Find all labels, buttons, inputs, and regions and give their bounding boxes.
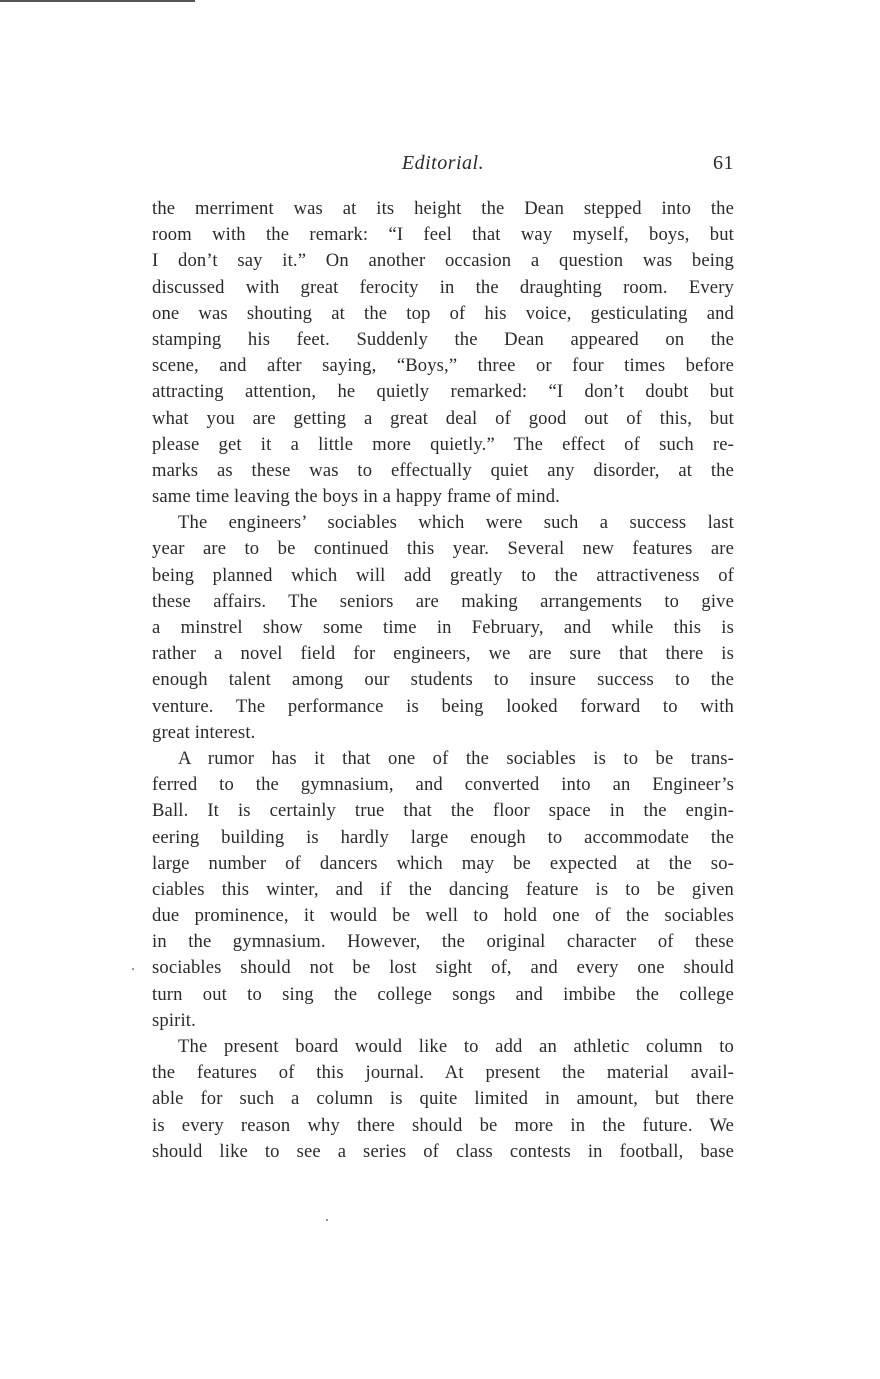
text-line: enough talent among our students to insure success to the xyxy=(152,669,734,691)
text-line: sociables should not be lost sight of, and every one should xyxy=(152,957,734,979)
text-line: year are to be continued this year. Several new features are xyxy=(152,538,734,560)
text-line: in the gymnasium. However, the original character of these xyxy=(152,931,734,953)
paragraph-dean-anecdote xyxy=(152,196,734,510)
running-title: Editorial. xyxy=(401,152,485,174)
text-line: should like to see a series of class contests in football, base xyxy=(152,1140,734,1162)
text-line: able for such a column is quite limited in amount, but there xyxy=(152,1088,734,1110)
text-line: The present board would like to add an athletic column to xyxy=(178,1036,734,1057)
body-text xyxy=(152,196,734,1165)
paper-speck xyxy=(326,1219,328,1221)
text-line: attracting attention, he quietly remarked: “I don’t doubt but xyxy=(152,381,734,403)
text-line: being planned which will add greatly to the attractiveness of xyxy=(152,564,734,586)
text-line: please get it a little more quietly.” The effect of such re- xyxy=(152,433,734,455)
text-line: ferred to the gymnasium, and converted into an Engineer’s xyxy=(152,774,734,796)
text-line: great interest. xyxy=(152,721,256,743)
text-line: large number of dancers which may be expected at the so- xyxy=(152,852,734,874)
text-line: venture. The performance is being looked forward to with xyxy=(152,695,734,717)
text-line: A rumor has it that one of the sociables is to be trans- xyxy=(178,747,734,769)
text-line: marks as these was to effectually quiet any disorder, at the xyxy=(152,459,734,481)
text-line: same time leaving the boys in a happy frame of mind. xyxy=(152,486,560,508)
page-number: 61 xyxy=(713,152,734,174)
text-line: the features of this journal. At present the material avail- xyxy=(152,1062,734,1084)
text-line: eering building is hardly large enough to accommodate the xyxy=(152,826,734,848)
text-line: The engineers’ sociables which were such a success last xyxy=(178,512,734,534)
text-line: one was shouting at the top of his voice, gesticulating and xyxy=(152,302,734,324)
text-line: is every reason why there should be more in the future. We xyxy=(152,1114,734,1136)
paper-speck xyxy=(132,968,134,970)
text-line: scene, and after saying, “Boys,” three or four times before xyxy=(152,355,734,377)
text-line: rather a novel field for engineers, we are sure that there is xyxy=(152,643,734,665)
paragraph-sociables xyxy=(152,510,734,746)
text-line: discussed with great ferocity in the draughting room. Every xyxy=(152,276,734,298)
text-line: a minstrel show some time in February, and while this is xyxy=(152,617,734,638)
text-line: Ball. It is certainly true that the floor space in the engin- xyxy=(152,800,734,822)
text-line: stamping his feet. Suddenly the Dean appeared on the xyxy=(152,328,734,350)
top-edge-rule xyxy=(0,0,195,2)
text-line: I don’t say it.” On another occasion a question was being xyxy=(152,250,734,272)
text-line: spirit. xyxy=(152,1009,196,1031)
running-head xyxy=(152,150,734,180)
text-line: the merriment was at its height the Dean stepped into the xyxy=(152,198,734,219)
paragraph-athletic-column xyxy=(152,1034,734,1165)
text-line: these affairs. The seniors are making arrangements to give xyxy=(152,590,734,612)
text-line: due prominence, it would be well to hold one of the sociables xyxy=(152,905,734,927)
text-line: room with the remark: “I feel that way myself, boys, but xyxy=(152,224,734,246)
text-line: turn out to sing the college songs and imbibe the college xyxy=(152,983,734,1005)
text-line: ciables this winter, and if the dancing feature is to be given xyxy=(152,878,734,900)
text-line: what you are getting a great deal of good out of this, but xyxy=(152,407,734,429)
paragraph-engineers-ball xyxy=(152,746,734,1034)
